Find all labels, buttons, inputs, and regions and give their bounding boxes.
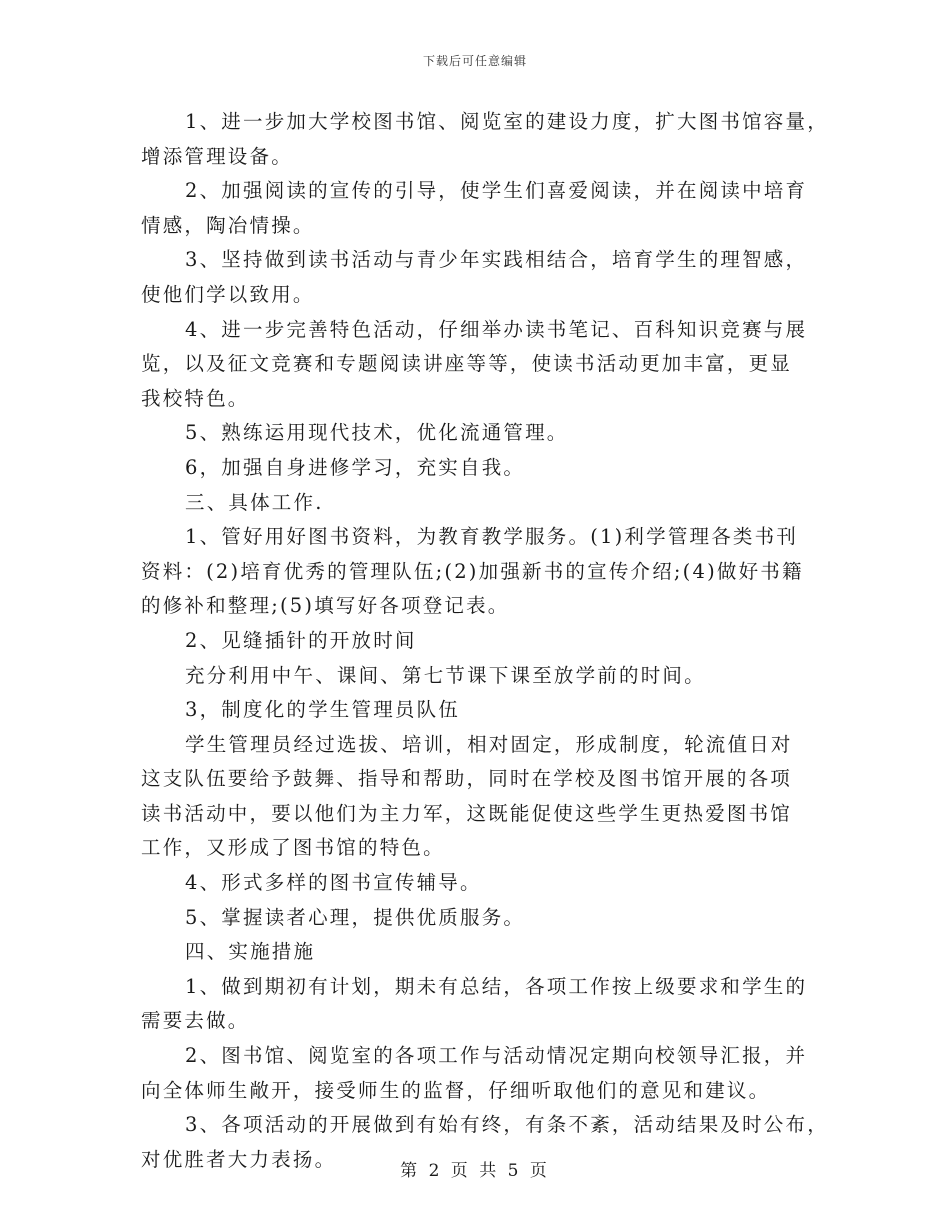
text-line: 4、形式多样的图书宣传辅导。 bbox=[185, 871, 482, 895]
text-line: 览，以及征文竞赛和专题阅读讲座等等，使读书活动更加丰富，更显 bbox=[141, 352, 793, 376]
text-line: 的修补和整理;(5)填写好各项登记表。 bbox=[141, 594, 510, 618]
text-line: 6，加强自身进修学习，充实自我。 bbox=[185, 455, 526, 479]
text-line: 这支队伍要给予鼓舞、指导和帮助，同时在学校及图书馆开展的各项 bbox=[141, 767, 793, 791]
text-line: 3、各项活动的开展做到有始有终，有条不紊，活动结果及时公布， bbox=[185, 1113, 829, 1137]
page-number-footer: 第 2 页 共 5 页 bbox=[400, 1161, 550, 1181]
page-header: 下载后可任意编辑 bbox=[422, 54, 527, 68]
text-line: 2、图书馆、阅览室的各项工作与活动情况定期向校领导汇报，并 bbox=[185, 1044, 808, 1068]
text-line: 2、加强阅读的宣传的引导，使学生们喜爱阅读，并在阅读中培育 bbox=[185, 179, 808, 203]
text-line: 1、做到期初有计划，期未有总结，各项工作按上级要求和学生的 bbox=[185, 974, 808, 998]
text-line: 3、坚持做到读书活动与青少年实践相结合，培育学生的理智感， bbox=[185, 248, 808, 272]
text-line: 工作，又形成了图书馆的特色。 bbox=[141, 836, 445, 860]
text-line: 4、进一步完善特色活动，仔细举办读书笔记、百科知识竞赛与展 bbox=[185, 317, 808, 341]
text-line: 向全体师生敞开，接受师生的监督，仔细听取他们的意见和建议。 bbox=[141, 1078, 771, 1102]
text-line: 3，制度化的学生管理员队伍 bbox=[185, 698, 461, 722]
text-line: 增添管理设备。 bbox=[141, 144, 293, 168]
text-line: 2、见缝插针的开放时间 bbox=[185, 628, 417, 652]
text-line: 读书活动中，要以他们为主力军，这既能促使这些学生更热爱图书馆 bbox=[141, 801, 793, 825]
text-line: 1、进一步加大学校图书馆、阅览室的建设力度，扩大图书馆容量， bbox=[185, 110, 829, 133]
text-line: 充分利用中午、课间、第七节课下课至放学前的时间。 bbox=[185, 663, 706, 687]
document-body bbox=[141, 105, 829, 1177]
text-line: 学生管理员经过选拔、培训，相对固定，形成制度，轮流值日对 bbox=[185, 732, 793, 756]
text-line: 使他们学以致用。 bbox=[141, 282, 315, 306]
text-line: 对优胜者大力表扬。 bbox=[141, 1147, 337, 1171]
text-line: 四、实施措施 bbox=[185, 940, 316, 964]
text-line: 1、管好用好图书资料，为教育教学服务。(1)利学管理各类书刊 bbox=[185, 525, 799, 549]
text-line: 5、熟练运用现代技术，优化流通管理。 bbox=[185, 421, 569, 445]
text-line: 5、掌握读者心理，提供优质服务。 bbox=[185, 905, 526, 929]
text-line: 我校特色。 bbox=[141, 386, 250, 410]
text-line: 情感，陶冶情操。 bbox=[141, 213, 315, 237]
text-line: 需要去做。 bbox=[141, 1009, 250, 1033]
text-line: 资料：(2)培育优秀的管理队伍;(2)加强新书的宣传介绍;(4)做好书籍 bbox=[141, 559, 804, 583]
text-line: 三、具体工作. bbox=[185, 490, 324, 514]
